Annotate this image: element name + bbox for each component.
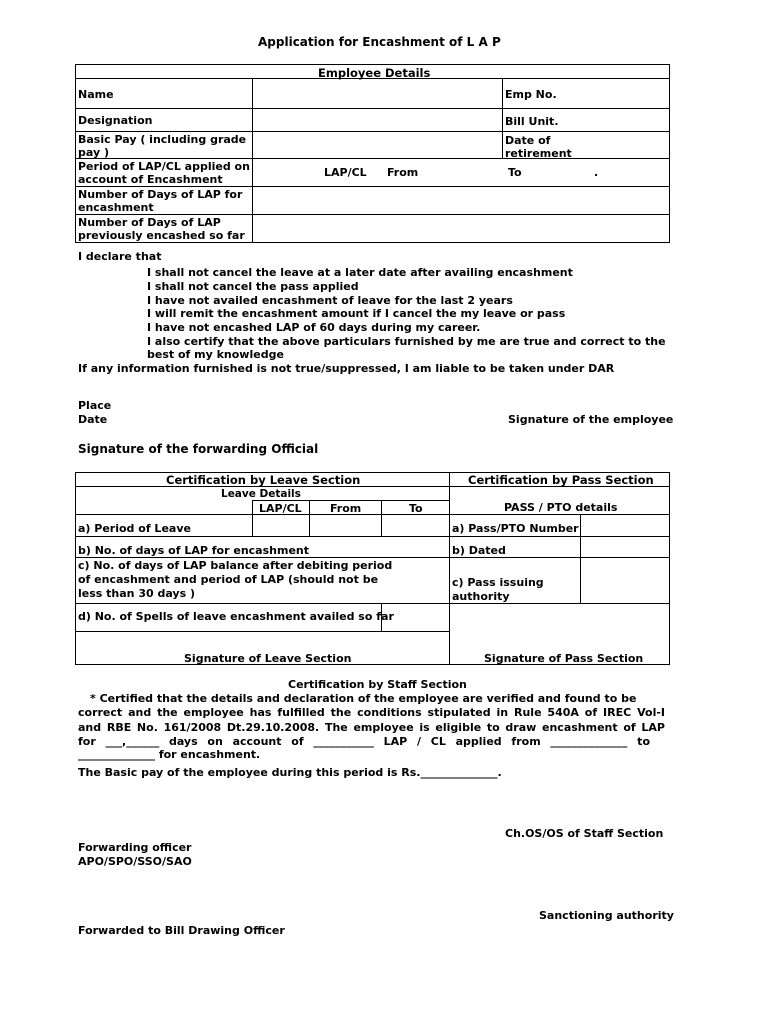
leave-section-signature: Signature of Leave Section [184,652,352,665]
apo-spo-label: APO/SPO/SSO/SAO [78,855,192,868]
to-label: To [508,166,522,179]
days-lap-label-1: Number of Days of LAP for [78,188,243,201]
days-lap-encashment-label: b) No. of days of LAP for encashment [78,544,309,557]
staff-certification-line: for ___,______ days on account of ___________ LAP / CL applied from ______________ to [78,735,650,748]
staff-certification-line: and RBE No. 161/2008 Dt.29.10.2008. The employee is eligible to draw encashment of LAP [78,721,665,734]
declaration-item: I will remit the encashment amount if I cancel the my leave or pass [147,307,566,320]
declaration-item: I have not encashed LAP of 60 days during my career. [147,321,481,334]
declaration-intro: I declare that [78,250,162,263]
forwarded-to-label: Forwarded to Bill Drawing Officer [78,924,285,937]
sanctioning-authority-label: Sanctioning authority [539,909,674,922]
basic-pay-label-2: pay ) [78,146,109,159]
pass-pto-number-label: a) Pass/PTO Number [452,522,579,535]
lap-balance-label-3: less than 30 days ) [78,587,195,600]
basic-pay-label-1: Basic Pay ( including grade [78,133,247,146]
leave-section-header: Certification by Leave Section [166,473,361,487]
declaration-item: I shall not cancel the leave at a later date after availing encashment [147,266,573,279]
date-of-retirement-label-1: Date of [505,134,551,147]
name-label: Name [78,88,114,101]
bill-unit-label: Bill Unit. [505,115,559,128]
staff-section-header: Certification by Staff Section [288,678,467,691]
staff-certification-line: correct and the employee has fulfilled the conditions stipulated in Rule 540A of IREC Vol-I [78,706,665,719]
declaration-liability: If any information furnished is not true/suppressed, I am liable to be taken under DAR [78,362,615,375]
lap-balance-label-1: c) No. of days of LAP balance after debiting period [78,559,393,572]
staff-certification-line: * Certified that the details and declaration of the employee are verified and found to be [90,692,637,705]
from-label: From [387,166,419,179]
period-label-1: Period of LAP/CL applied on [78,160,250,173]
declaration-item: best of my knowledge [147,348,284,361]
form-title: Application for Encashment of L A P [258,35,501,49]
pass-section-signature: Signature of Pass Section [484,652,644,665]
basic-pay-statement: The Basic pay of the employee during this period is Rs.______________. [78,766,502,779]
ch-os-signature-label: Ch.OS/OS of Staff Section [505,827,664,840]
staff-certification-line: ______________ for encashment. [78,748,261,761]
pass-dated-label: b) Dated [452,544,506,557]
lapcl-label: LAP/CL [324,166,367,179]
leave-col-to: To [409,502,423,515]
place-label: Place [78,399,112,412]
employee-signature-label: Signature of the employee [508,413,674,426]
leave-details-label: Leave Details [221,488,301,500]
prev-encashed-label-1: Number of Days of LAP [78,216,221,229]
date-of-retirement-label-2: retirement [505,147,572,160]
forwarding-officer-label: Forwarding officer [78,841,192,854]
pass-pto-details-label: PASS / PTO details [504,501,618,514]
prev-encashed-label-2: previously encashed so far [78,229,245,242]
pass-issuing-authority-label-2: authority [452,590,510,603]
days-lap-label-2: encashment [78,201,154,214]
leave-col-lapcl: LAP/CL [259,502,302,515]
spells-of-encashment-label: d) No. of Spells of leave encashment availed so far [78,610,394,623]
pass-issuing-authority-label-1: c) Pass issuing [452,576,544,589]
designation-label: Designation [78,114,153,127]
date-label: Date [78,413,108,426]
emp-no-label: Emp No. [505,88,557,101]
pass-section-header: Certification by Pass Section [468,473,654,487]
leave-col-from: From [330,502,362,515]
lap-balance-label-2: of encashment and period of LAP (should not be [78,573,379,586]
declaration-item: I have not availed encashment of leave for the last 2 years [147,294,513,307]
period-label-2: account of Encashment [78,173,223,186]
forwarding-official-signature-label: Signature of the forwarding Official [78,442,319,456]
period-of-leave-label: a) Period of Leave [78,522,191,535]
to-dot: . [594,166,599,179]
declaration-item: I also certify that the above particulars furnished by me are true and correct to the [147,335,666,348]
employee-details-header: Employee Details [318,66,431,80]
declaration-item: I shall not cancel the pass applied [147,280,359,293]
